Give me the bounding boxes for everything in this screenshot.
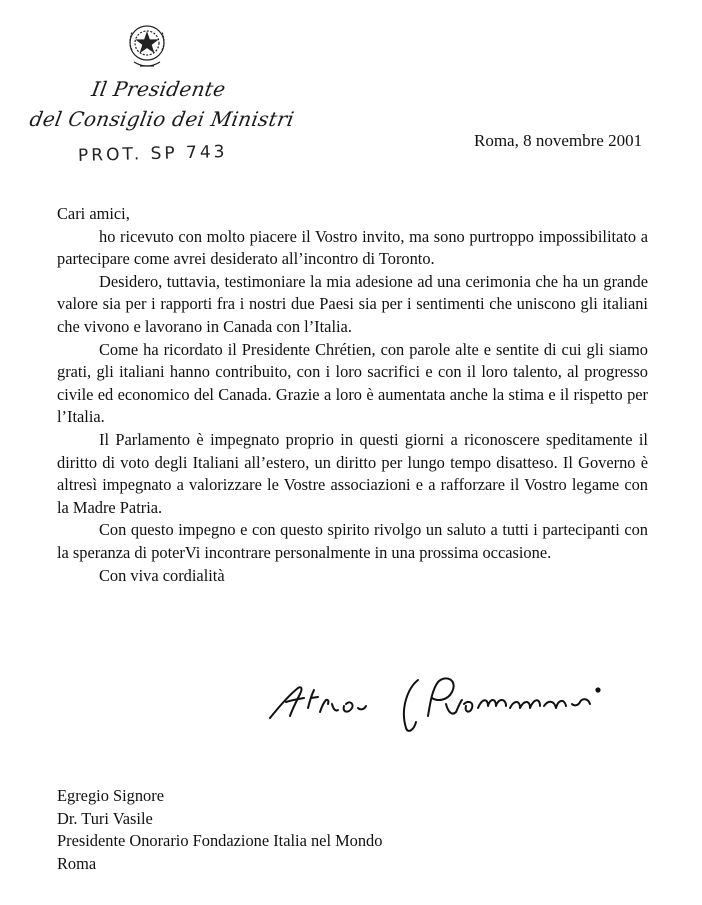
addressee-line-3: Presidente Onorario Fondazione Italia nel Mondo <box>57 831 383 851</box>
letter-body <box>57 203 648 587</box>
paragraph-5: Con questo impegno e con questo spirito rivolgo un saluto a tutti i partecipanti con la speranza di poterVi incontrare personalmente in una prossima occasione. <box>57 520 648 562</box>
handwritten-signature-icon <box>268 668 613 740</box>
closing: Con viva cordialità <box>99 565 225 585</box>
paragraph-3: Come ha ricordato il Presidente Chrétien, con parole alte e sentite di cui gli siamo grati, gli italiani hanno contribuito, con i loro sacrifici e con il loro talento, al progresso civile ed economico del Canada. Grazie a loro è aumentata anche la stima e il rispetto per l’Italia. <box>57 339 648 427</box>
letterhead-title-line1: Il Presidente <box>89 77 228 101</box>
greeting: Cari amici, <box>57 204 130 223</box>
letter-date: Roma, 8 novembre 2001 <box>474 131 643 150</box>
italian-republic-emblem-icon <box>124 20 170 70</box>
addressee-line-2: Dr. Turi Vasile <box>57 808 153 828</box>
paragraph-1: ho ricevuto con molto piacere il Vostro invito, ma sono purtroppo impossibilitato a partecipare come avrei desiderato all’incontro di Toronto. <box>57 226 648 269</box>
paragraph-4: Il Parlamento è impegnato proprio in questi giorni a riconoscere speditamente il diritto di voto degli Italiani all’estero, un diritto per lungo tempo disatteso. Il Governo è altresì impegnato a valorizzare le Vostre associazioni e a rafforzare il Vostro legame con la Madre Patria. <box>57 429 648 517</box>
addressee-line-4: Roma <box>57 853 97 873</box>
letterhead-title-line2: del Consiglio dei Ministri <box>27 107 296 131</box>
addressee-line-1: Egregio Signore <box>57 786 164 805</box>
paragraph-2: Desidero, tuttavia, testimoniare la mia adesione ad una cerimonia che ha un grande valore sia per i rapporti fra i nostri due Paesi sia per i sentimenti che uniscono gli italiani che vivono e lavorano in Canada con l’Italia. <box>57 271 648 336</box>
protocol-number: PROT. SP 743 <box>77 142 228 166</box>
addressee-block <box>57 785 382 875</box>
